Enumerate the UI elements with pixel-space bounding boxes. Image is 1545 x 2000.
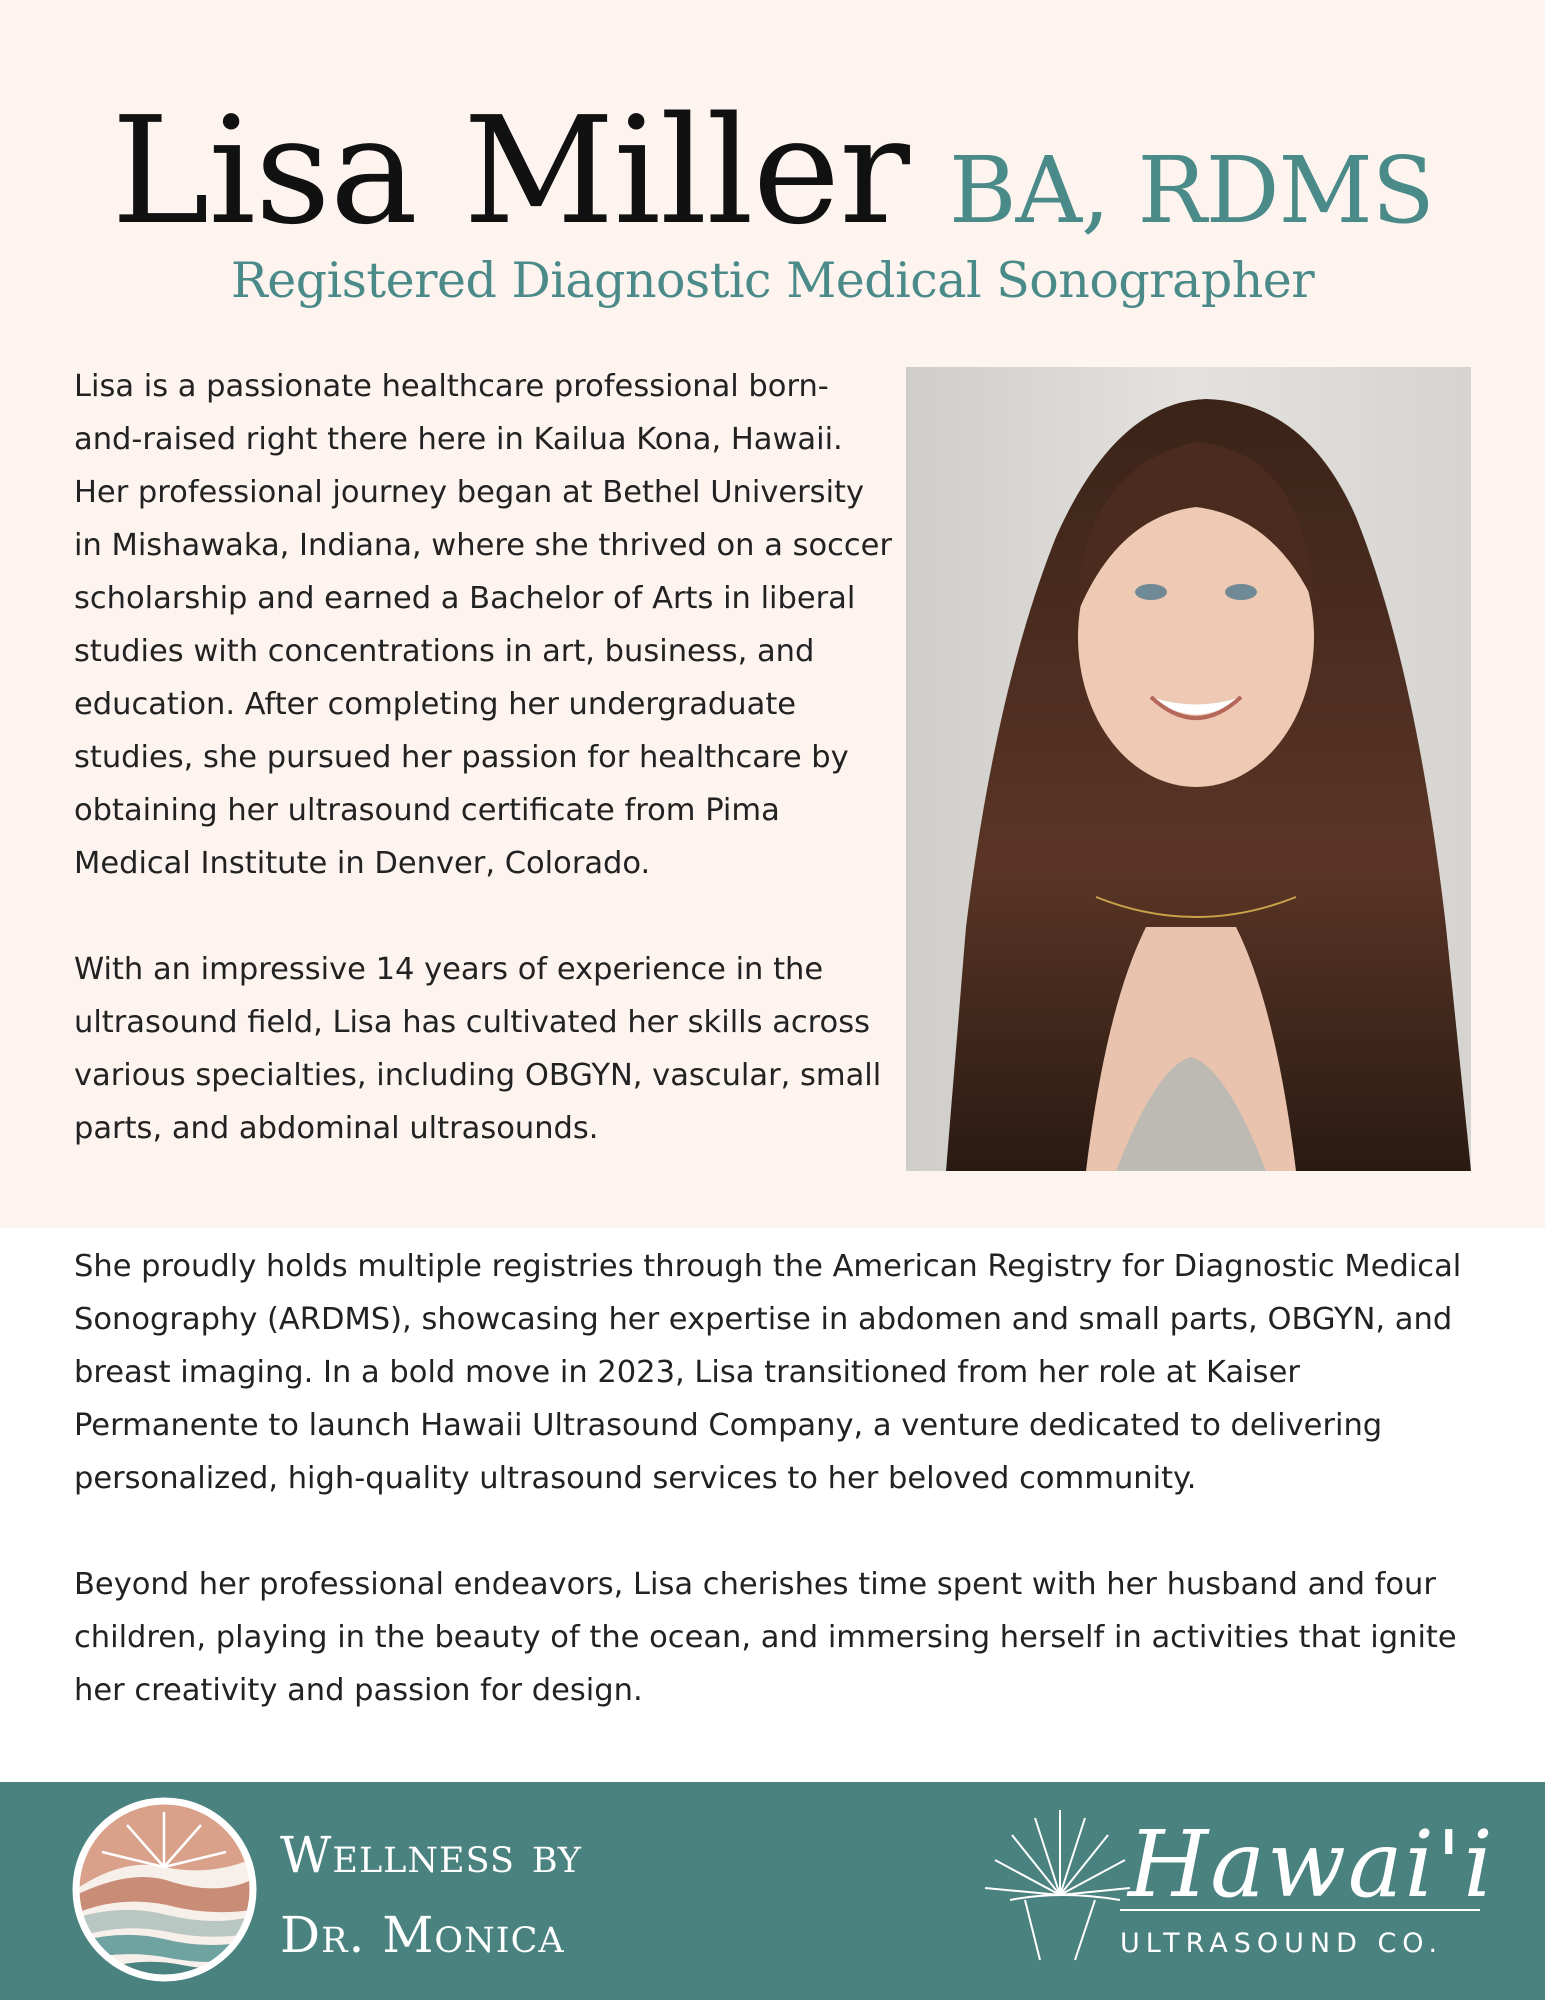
- hawaii-brand-word: Hawai'i: [1128, 1811, 1495, 1918]
- hawaii-brand-sub: ULTRASOUND CO.: [1120, 1928, 1444, 1959]
- wellness-line-1: Wellness by: [280, 1826, 583, 1884]
- wellness-brand: [280, 1815, 582, 1975]
- bio-column: [74, 360, 894, 1155]
- wellness-logo-icon: [72, 1797, 257, 1982]
- credentials: BA, RDMS: [948, 137, 1434, 244]
- wellness-line-2: Dr. Monica: [280, 1906, 565, 1964]
- bio-wide: [74, 1240, 1484, 1770]
- person-name: Lisa Miller: [111, 85, 909, 257]
- bio-paragraph-2: With an impressive 14 years of experience in the ultrasound field, Lisa has cultivated her skills across various specialties, including OBGYN, vascular, small parts, and abdominal ultrasounds.: [74, 952, 882, 1146]
- portrait-photo: [906, 367, 1471, 1171]
- bio-paragraph-1: Lisa is a passionate healthcare professional born-and-raised right there here in Kailua Kona, Hawaii. Her professional journey began at Bethel University in Mishawaka, Indiana, where she thrived on a soccer scholarship and earned a Bachelor of Arts in liberal studies with concentrations in art, business, and education. After completing her undergraduate studies, she pursued her passion for healthcare by obtaining her ultrasound certificate from Pima Medical Institute in Denver, Colorado.: [74, 369, 892, 881]
- bio-paragraph-3: She proudly holds multiple registries through the American Registry for Diagnostic Medical Sonography (ARDMS), showcasing her expertise in abdomen and small parts, OBGYN, and breast imaging. In a bold move in 2023, Lisa transitioned from her role at Kaiser Permanente to launch Hawaii Ultrasound Company, a venture dedicated to delivering personalized, high-quality ultrasound services to her beloved community.: [74, 1249, 1462, 1496]
- bio-paragraph-4: Beyond her professional endeavors, Lisa cherishes time spent with her husband and four children, playing in the beauty of the ocean, and immersing herself in activities that ignite her creativity and passion for design.: [74, 1567, 1457, 1708]
- name-heading: [0, 85, 1545, 257]
- job-title: Registered Diagnostic Medical Sonographer: [230, 252, 1315, 309]
